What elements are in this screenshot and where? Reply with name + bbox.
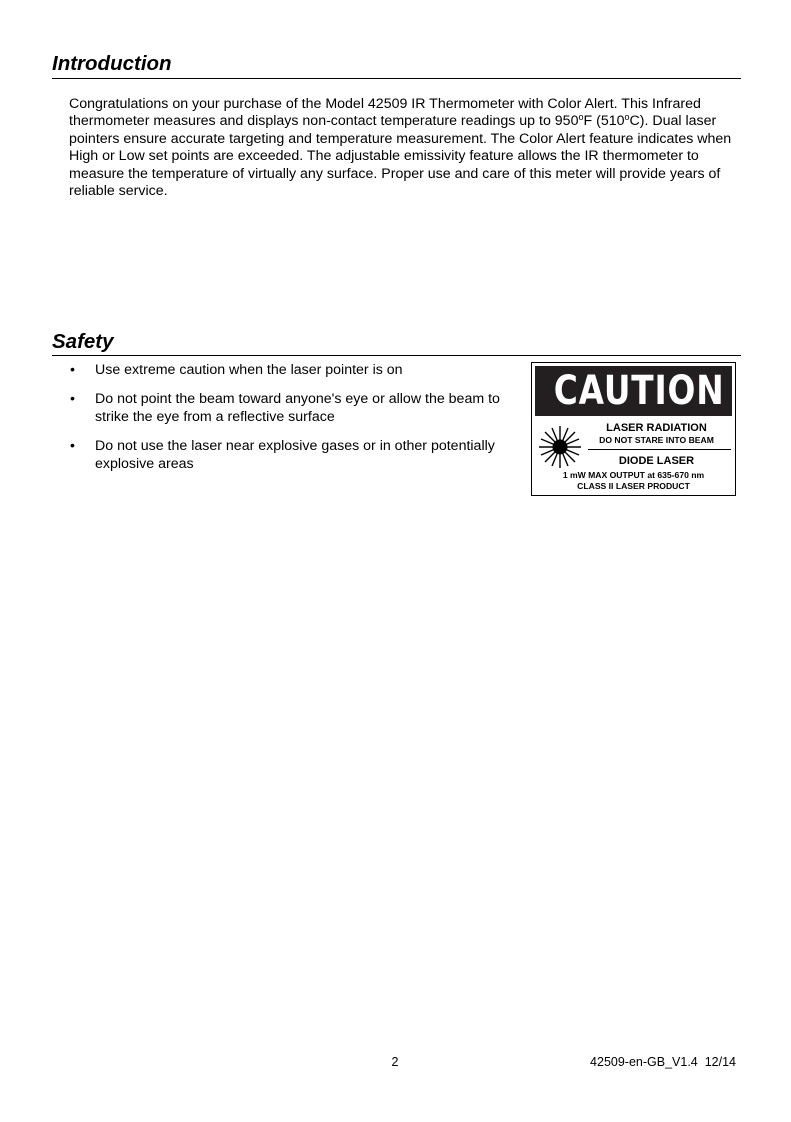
bullet-icon: • — [70, 391, 75, 408]
safety-heading: Safety — [52, 330, 114, 353]
caution-word: CAUTION — [553, 368, 725, 414]
label-divider — [588, 449, 731, 450]
safety-rule — [52, 355, 741, 356]
list-item — [67, 391, 517, 426]
safety-item-text: Do not use the laser near explosive gases or in other potentially explosive areas — [95, 438, 495, 472]
bullet-icon: • — [70, 362, 75, 378]
safety-list — [67, 362, 517, 473]
bullet-icon: • — [70, 438, 75, 455]
page-number: 2 — [391, 1055, 399, 1069]
diode-laser-text: DIODE LASER — [618, 455, 695, 467]
laser-starburst-icon — [538, 425, 582, 469]
safety-item-text: Do not point the beam toward anyone's eye or allow the beam to strike the eye from a reflective surface — [95, 391, 500, 425]
list-item — [67, 438, 517, 473]
intro-text-part2: (510 — [596, 113, 625, 130]
introduction-heading: Introduction — [52, 52, 172, 75]
laser-caution-label — [531, 362, 736, 496]
list-item — [67, 362, 517, 379]
introduction-rule — [52, 78, 741, 79]
introduction-paragraph — [69, 96, 741, 200]
degree-symbol: o — [578, 112, 584, 123]
fahrenheit-unit: F — [583, 113, 593, 130]
document-id: 42509-en-GB_V1.4 12/14 — [590, 1055, 736, 1069]
max-output-text: 1 mW MAX OUTPUT at 635-670 nm — [562, 470, 705, 480]
caution-header — [535, 366, 732, 416]
safety-item-text: Use extreme caution when the laser pointer is on — [95, 362, 403, 378]
intro-text-part3: C). Dual laser pointers ensure accurate targeting and temperature measurement. The Color Alert feature indicates when High or Low set points are exceeded. The adjustable emissivity feature allows the IR thermometer to measure the temperature of virtually any surface. Proper use and care of this meter will provide years of reliable service. — [69, 113, 732, 200]
do-not-stare-text: DO NOT STARE INTO BEAM — [599, 435, 714, 445]
intro-text-part1: Congratulations on your purchase of the Model 42509 IR Thermometer with Color Alert. This Infrared thermometer measures and displays non-contact temperature readings up to 950 — [69, 96, 701, 130]
degree-symbol: o — [624, 112, 630, 123]
laser-radiation-text: LASER RADIATION — [606, 422, 707, 434]
laser-class-text: CLASS II LASER PRODUCT — [577, 481, 690, 491]
